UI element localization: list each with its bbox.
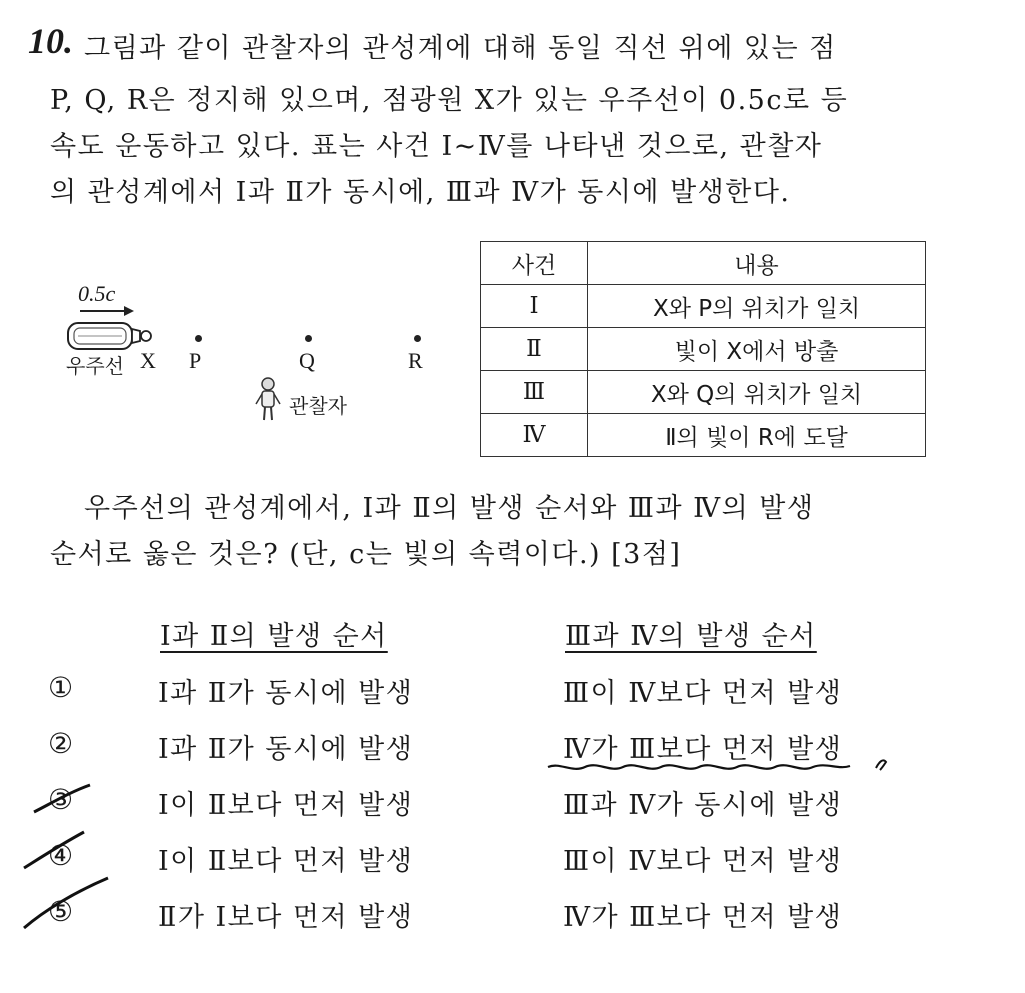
event-content: X와 P의 위치가 일치 <box>588 285 926 328</box>
strike-mark-3 <box>34 785 90 812</box>
choice-number: ④ <box>48 839 74 872</box>
question-number: 10. <box>28 21 73 61</box>
choice-left-text: Ⅰ이 Ⅱ보다 먼저 발생 <box>158 846 414 877</box>
choice-left-text: Ⅱ가 Ⅰ보다 먼저 발생 <box>158 902 414 933</box>
choice-number: ③ <box>48 783 74 816</box>
choice-right-text: Ⅲ이 Ⅳ보다 먼저 발생 <box>563 846 843 877</box>
stem-line-4: 의 관성계에서 Ⅰ과 Ⅱ가 동시에, Ⅲ과 Ⅳ가 동시에 발생한다. <box>50 177 791 208</box>
observer-label: 관찰자 <box>289 394 347 418</box>
choices-header-right: Ⅲ과 Ⅳ의 발생 순서 <box>565 621 817 652</box>
event-content: 빛이 X에서 방출 <box>588 328 926 371</box>
choice-right-text: Ⅳ가 Ⅲ보다 먼저 발생 <box>563 734 843 765</box>
event-id: Ⅳ <box>481 414 588 457</box>
stem-line-2: P, Q, R은 정지해 있으며, 점광원 X가 있는 우주선이 0.5c로 등 <box>50 85 849 116</box>
choice-left-text: Ⅰ과 Ⅱ가 동시에 발생 <box>158 678 414 709</box>
choice-right-text: Ⅳ가 Ⅲ보다 먼저 발생 <box>563 902 843 933</box>
point-q-label: Q <box>299 348 315 373</box>
choice-number: ① <box>48 671 74 704</box>
strike-mark-4 <box>24 832 84 868</box>
prompt-line-1: 우주선의 관성계에서, Ⅰ과 Ⅱ의 발생 순서와 Ⅲ과 Ⅳ의 발생 <box>84 493 815 524</box>
prompt-line-2: 순서로 옳은 것은? (단, c는 빛의 속력이다.) [3점] <box>50 539 682 570</box>
choice-right-text: Ⅲ과 Ⅳ가 동시에 발생 <box>563 790 843 821</box>
wavy-underline-mark <box>548 765 850 769</box>
choice-right-text: Ⅲ이 Ⅳ보다 먼저 발생 <box>563 678 843 709</box>
header-event: 사건 <box>481 242 588 285</box>
choice-number: ② <box>48 727 74 760</box>
choice-number: ⑤ <box>48 895 74 928</box>
event-id: Ⅱ <box>481 328 588 371</box>
speed-label: 0.5c <box>78 281 116 306</box>
point-p-label: P <box>189 348 202 373</box>
choice-left-text: Ⅰ과 Ⅱ가 동시에 발생 <box>158 734 414 765</box>
event-content: Ⅱ의 빛이 R에 도달 <box>588 414 926 457</box>
stem-line-3: 속도 운동하고 있다. 표는 사건 Ⅰ~Ⅳ를 나타낸 것으로, 관찰자 <box>50 131 823 162</box>
event-content: X와 Q의 위치가 일치 <box>588 371 926 414</box>
choice-left-text: Ⅰ이 Ⅱ보다 먼저 발생 <box>158 790 414 821</box>
spaceship-label: 우주선 <box>66 354 124 378</box>
tick-mark <box>876 760 886 770</box>
choices-header-left: Ⅰ과 Ⅱ의 발생 순서 <box>160 621 388 652</box>
source-x-label: X <box>140 348 156 373</box>
event-id: Ⅰ <box>481 285 588 328</box>
strike-mark-5 <box>24 878 108 928</box>
stem-line-1: 그림과 같이 관찰자의 관성계에 대해 동일 직선 위에 있는 점 <box>84 33 837 64</box>
header-content: 내용 <box>588 242 926 285</box>
point-r-label: R <box>408 348 423 373</box>
event-id: Ⅲ <box>481 371 588 414</box>
